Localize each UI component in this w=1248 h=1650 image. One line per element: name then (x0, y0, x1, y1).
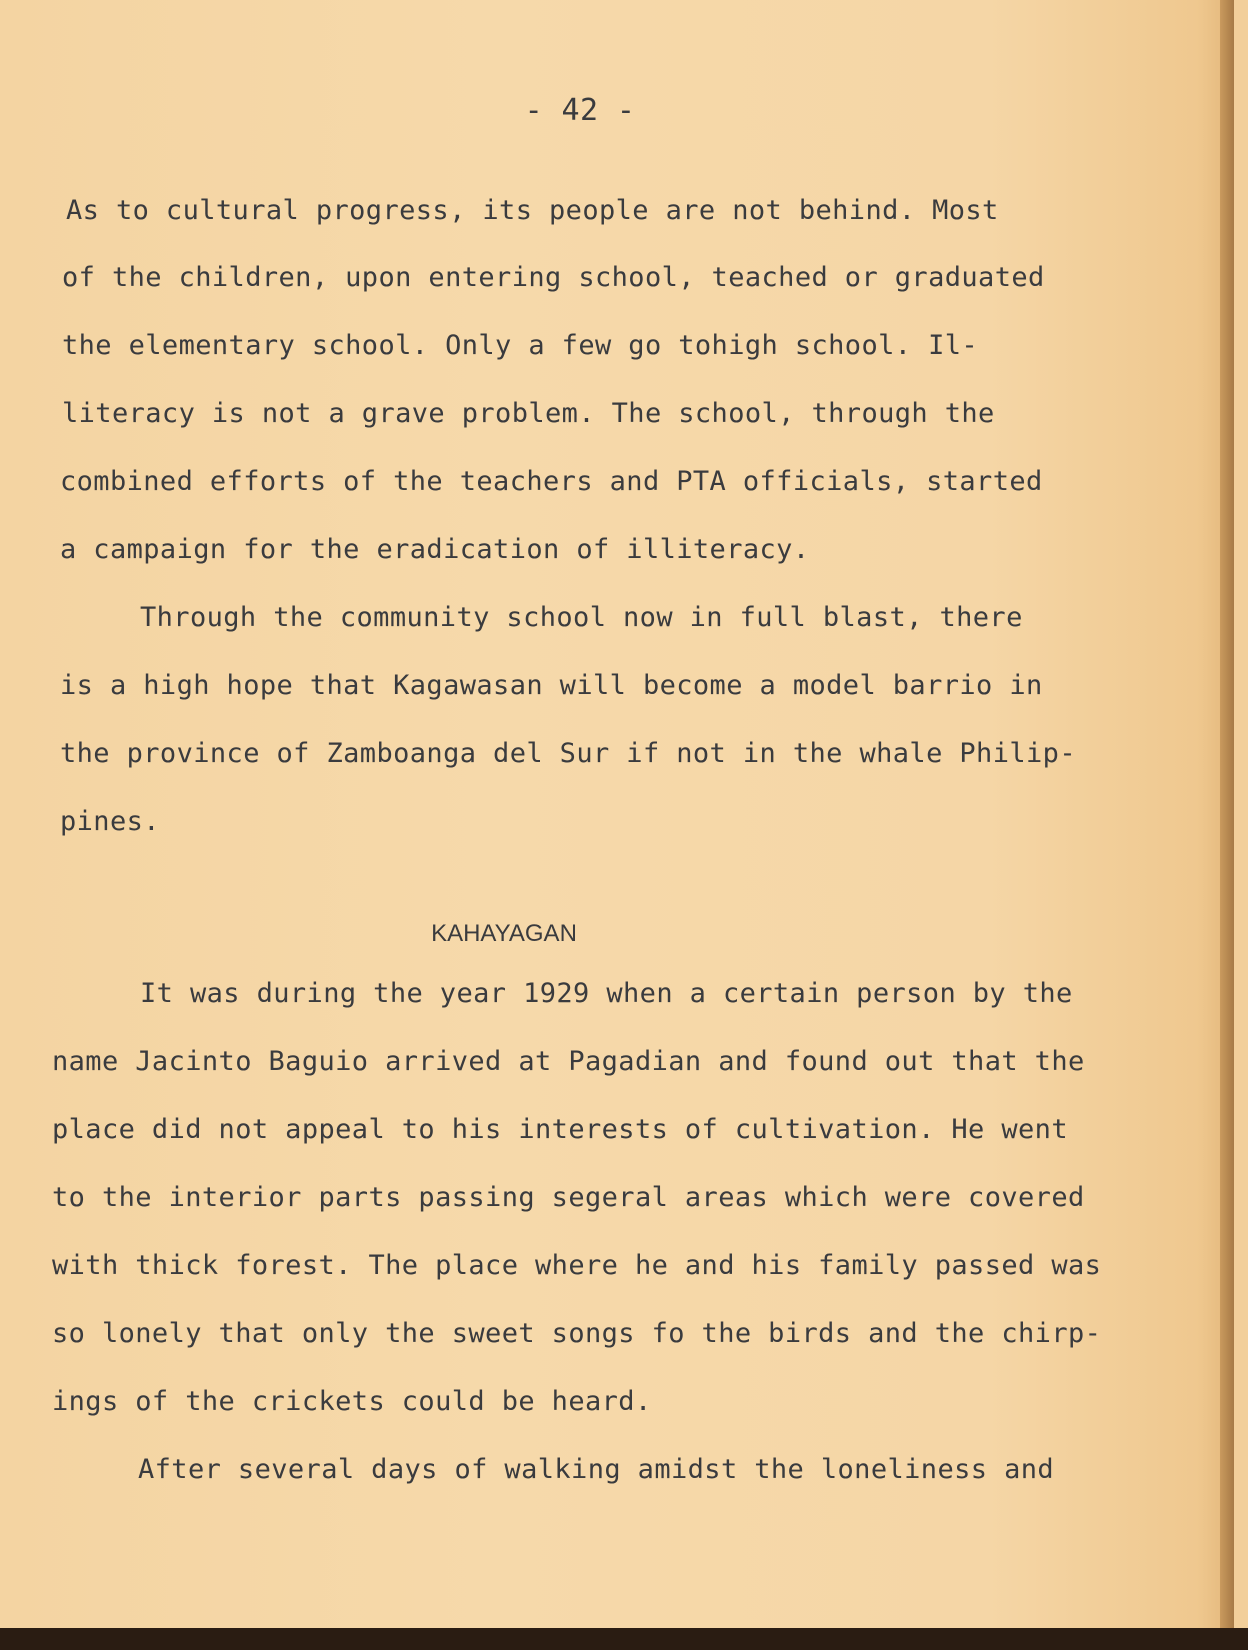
text-line: It was during the year 1929 when a certain person by the (140, 978, 1073, 1009)
text-line: a campaign for the eradication of illiteracy. (60, 534, 810, 565)
text-line: pines. (60, 806, 160, 837)
text-line: place did not appeal to his interests of cultivation. He went (52, 1114, 1068, 1145)
text-line: combined efforts of the teachers and PTA officials, started (60, 466, 1043, 497)
text-line: name Jacinto Baguio arrived at Pagadian and found out that the (52, 1046, 1085, 1077)
text-line: literacy is not a grave problem. The school, through the (62, 398, 995, 429)
page-spine-edge (1220, 0, 1234, 1628)
text-line: As to cultural progress, its people are not behind. Most (66, 195, 999, 226)
page-number: - 42 - (524, 93, 636, 128)
text-line: to the interior parts passing segeral areas which were covered (52, 1182, 1085, 1213)
text-line: so lonely that only the sweet songs fo the birds and the chirp- (52, 1318, 1102, 1349)
text-line: ings of the crickets could be heard. (52, 1386, 652, 1417)
text-line: with thick forest. The place where he and his family passed was (52, 1250, 1102, 1281)
text-line: the elementary school. Only a few go tohigh school. Il- (62, 330, 979, 361)
text-line: of the children, upon entering school, teached or graduated (62, 262, 1045, 293)
text-line: Through the community school now in full blast, there (140, 602, 1023, 633)
section-heading: KAHAYAGAN (431, 920, 577, 947)
text-line: is a high hope that Kagawasan will become a model barrio in (60, 670, 1043, 701)
scan-bottom-edge (0, 1628, 1248, 1650)
text-line: the province of Zamboanga del Sur if not in the whale Philip- (60, 738, 1076, 769)
text-line: After several days of walking amidst the loneliness and (138, 1454, 1055, 1485)
